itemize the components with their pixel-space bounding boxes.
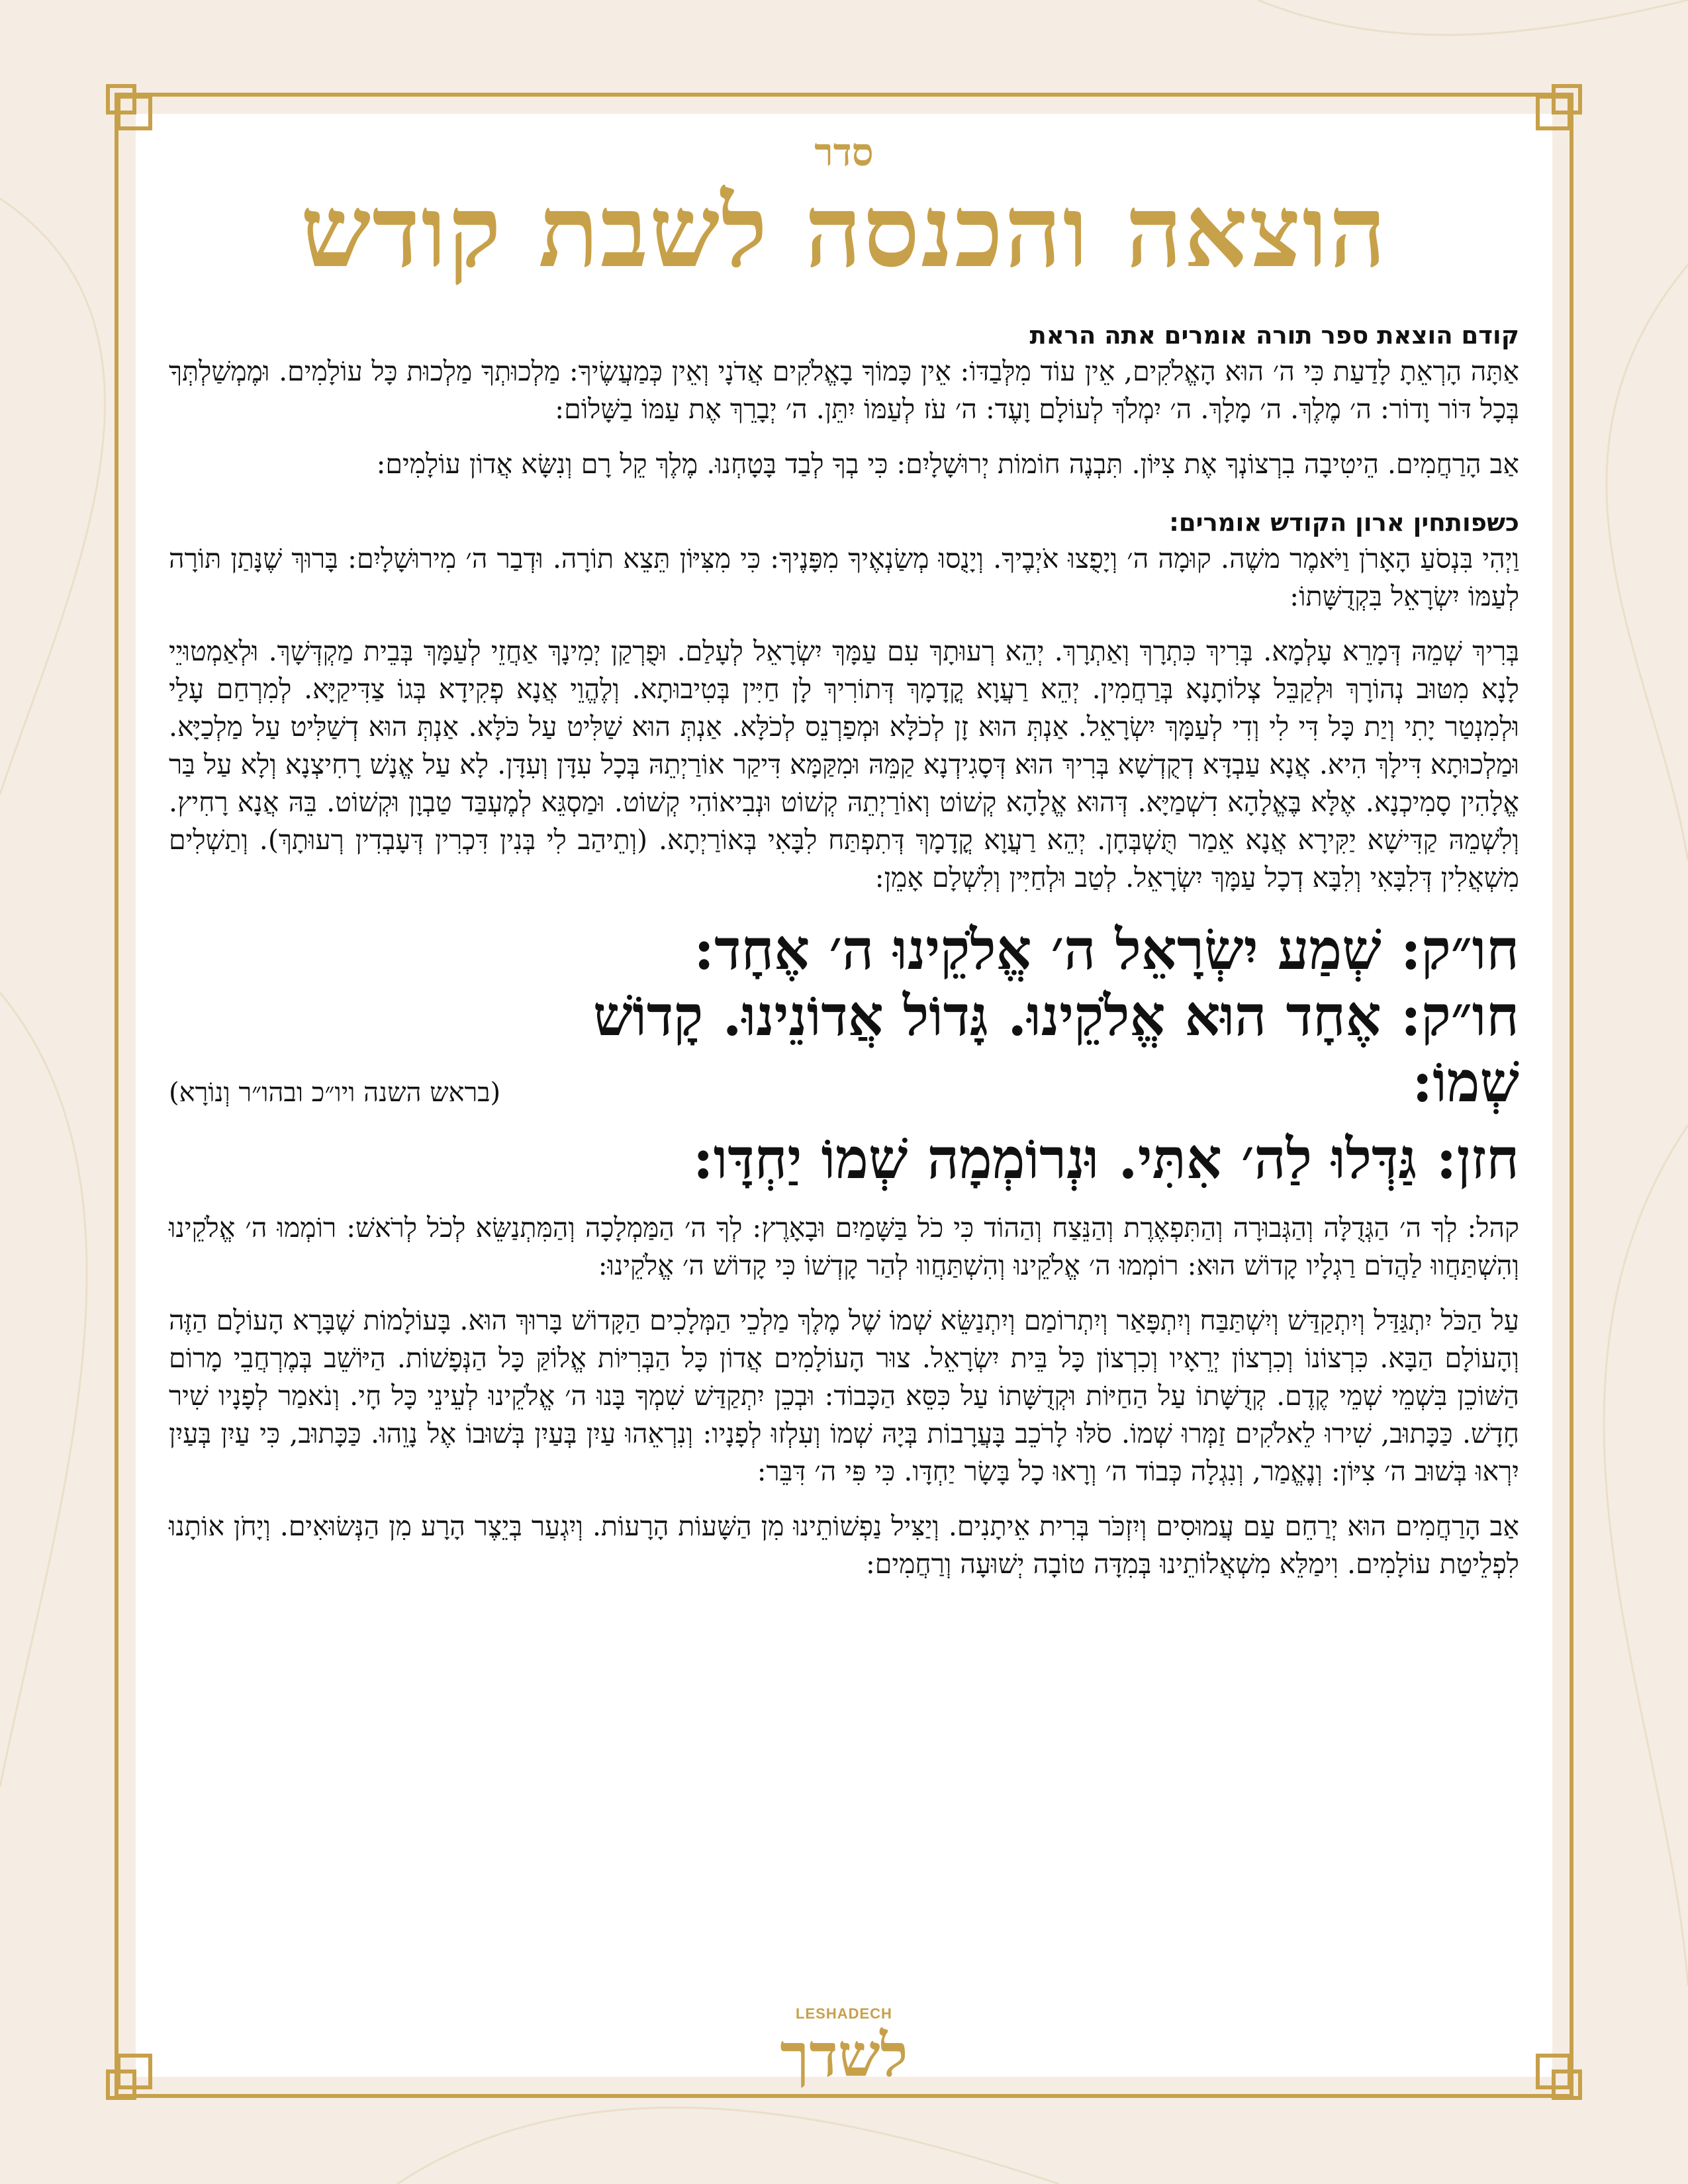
shmo-line (169, 1049, 1519, 1126)
logo-hebrew-text: לשדך (780, 2021, 908, 2091)
paragraph-brich-shmei: בְּרִיךְ שְׁמֵהּ דְּמָרֵא עָלְמָא. בְּרִיךְ כִּתְרָךְ וְאַתְרָךְ. יְהֵא רְעוּתָךְ עִם עַמָּךְ יִשְׂרָאֵל לְעָלַם. וּפֻרְקַן יְמִינָךְ אַחֲזֵי לְעַמָּךְ בְּבֵית מַקְדְּשָׁךְ. וּלְאַמְטוּיֵי לָנָא מִטּוּב נְהוֹרָךְ וּלְקַבֵּל צְלוֹתָנָא בְּרַחֲמִין. יְהֵא רַעֲוָא קֳדָמָךְ דְּתוֹרִיךְ לָן חַיִּין בְּטִיבוּתָא. וְלֶהֱוֵי אֲנָא פְקִידָא בְּגוֹ צַדִּיקַיָּא. לְמִרְחַם עָלַי וּלְמִנְטַר יָתִי וְיַת כָּל דִּי לִי וְדִי לְעַמָּךְ יִשְׂרָאֵל. אַנְתְּ הוּא זָן לְכֹלָּא וּמְפַרְנֵס לְכֹלָּא. אַנְתְּ הוּא שַׁלִּיט עַל כֹּלָּא. אַנְתְּ הוּא דְשַׁלִּיט עַל מַלְכַיָּא. וּמַלְכוּתָא דִּילָךְ הִיא. אֲנָא עַבְדָּא דְקֻדְשָׁא בְּרִיךְ הוּא דְּסָגִידְנָא קַמֵּהּ וּמִקַּמָּא דִּיקַר אוֹרַיְתֵהּ בְּכָל עִדָּן וְעִדָּן. לָא עַל אֱנָשׁ רָחִיצְנָא וְלָא עַל בַּר אֱלָהִין סָמִיכְנָא. אֶלָּא בֶּאֱלָהָא דִשְׁמַיָּא. דְּהוּא אֱלָהָא קְשׁוֹט וְאוֹרַיְתֵהּ קְשׁוֹט וּנְבִיאוֹהִי קְשׁוֹט. וּמַסְגֵּא לְמֶעְבַּד טַבְוָן וּקְשׁוֹט. בֵּהּ אֲנָא רָחִיץ. וְלִשְׁמֵהּ קַדִּישָׁא יַקִּירָא אֲנָא אֵמַר תֻּשְׁבְּחָן. יְהֵא רַעֲוָא קֳדָמָךְ דְּתִפְתַּח לִבָּאִי בְּאוֹרַיְתָא. (וְתֵיהַב לִי בְּנִין דִּכְרִין דְּעָבְדִין רְעוּתָךְ). וְתַשְׁלִים מִשְׁאֲלִין דְּלִבָּאִי וְלִבָּא דְכָל עַמָּךְ יִשְׂרָאֵל. לְטַב וּלְחַיִּין וְלִשְׁלָם אָמֵן: (169, 635, 1519, 893)
document-body (169, 129, 1519, 2035)
instruction-opening-ark: כשפותחין ארון הקודש אומרים: (1169, 508, 1519, 537)
paragraph-ata-hareta: אַתָּה הָרְאֵתָ לָדַעַת כִּי ה׳ הוּא הָאֱלֹקִים, אֵין עוֹד מִלְּבַדּוֹ: אֵין כָּמוֹךָ בָאֱלֹקִים אֲדֹנָי וְאֵין כְּמַעֲשֶׂיךָ: מַלְכוּתְךָ מַלְכוּת כָּל עוֹלָמִים. וּמֶמְשַׁלְתְּךָ בְּכָל דּוֹר וָדוֹר: ה׳ מֶלֶךְ. ה׳ מָלָךְ. ה׳ יִמְלֹךְ לְעוֹלָם וָעֶד: ה׳ עֹז לְעַמּוֹ יִתֵּן. ה׳ יְבָרֵךְ אֶת עַמּוֹ בַשָּׁלוֹם: (169, 355, 1519, 425)
echad-text: אֶחָד הוּא אֱלֹקֵינוּ. גָּדוֹל אֲדוֹנֵינוּ. קָדוֹשׁ (592, 983, 1382, 1048)
gadlu-line (169, 1126, 1519, 1192)
logo-latin-text: LESHADECH (796, 2005, 892, 2022)
paragraph-av-harachamim-1: אַב הָרַחֲמִים. הֵיטִיבָה בִרְצוֹנְךָ אֶת צִיּוֹן. תִּבְנֶה חוֹמוֹת יְרוּשָׁלָיִם: כִּי בְךָ לְבַד בָּטָחְנוּ. מֶלֶךְ קֵל רָם וְנִשָּׂא אֲדוֹן עוֹלָמִים: (376, 448, 1519, 480)
paragraph-al-hakol: עַל הַכֹּל יִתְגַּדַּל וְיִתְקַדַּשׁ וְיִשְׁתַּבַּח וְיִתְפָּאַר וְיִתְרוֹמַם וְיִתְנַשֵּׂא שְׁמוֹ שֶׁל מֶלֶךְ מַלְכֵי הַמְּלָכִים הַקָּדוֹשׁ בָּרוּךְ הוּא. בָּעוֹלָמוֹת שֶׁבָּרָא הָעוֹלָם הַזֶּה וְהָעוֹלָם הַבָּא. כִּרְצוֹנוֹ וְכִרְצוֹן יְרֵאָיו וְכִרְצוֹן כָּל בֵּית יִשְׂרָאֵל. צוּר הָעוֹלָמִים אֲדוֹן כָּל הַבְּרִיּוֹת אֱלוֹקַּ כָּל הַנְּפָשׁוֹת. הַיּוֹשֵׁב בְּמֶרְחֲבֵי מָרוֹם הַשּׁוֹכֵן בִּשְׁמֵי שְׁמֵי קֶדֶם. קְדֻשָּׁתוֹ עַל הַחַיּוֹת וּקְדֻשָּׁתוֹ עַל כִּסֵּא הַכָּבוֹד: וּבְכֵן יִתְקַדַּשׁ שִׁמְךָ בָּנוּ ה׳ אֱלֹקֵינוּ לְעֵינֵי כָּל חָי. וְנֹאמַר לְפָנָיו שִׁיר חָדָשׁ. כַּכָּתוּב, שִׁירוּ לֵאלֹקִים זַמְּרוּ שְׁמוֹ. סֹלּוּ לָרֹכֵב בָּעֲרָבוֹת בְּיָהּ שְׁמוֹ וְעִלְזוּ לְפָנָיו: וְנִרְאֵהוּ עַיִן בְּעַיִן בְּשׁוּבוֹ אֶל נָוֵהוּ. כַּכָּתוּב, כִּי עַיִן בְּעַיִן יִרְאוּ בְּשׁוּב ה׳ צִיּוֹן: וְנֶאֱמַר, וְנִגְלָה כְּבוֹד ה׳ וְרָאוּ כָל בָּשָׂר יַחְדָּו. כִּי פִּי ה׳ דִּבֵּר: (169, 1304, 1519, 1487)
gadlu-text: גַּדְּלוּ לַה׳ אִתִּי. וּנְרוֹמְמָה שְׁמוֹ יַחְדָּו: (692, 1126, 1417, 1191)
frame-corner-ornament (106, 2054, 152, 2100)
speaker-label: חו״ק: (1400, 917, 1519, 982)
page-title: הוצאה והכנסה לשבת קודש (301, 173, 1387, 290)
shema-text: שְׁמַע יִשְׂרָאֵל ה׳ אֱלֹקֵינוּ ה׳ אֶחָד: (694, 917, 1382, 982)
seder-label: סדר (814, 130, 874, 175)
shmo-text: שְׁמוֹ: (1412, 1049, 1519, 1115)
paragraph-vayehi-binsoa: וַיְהִי בִּנְסֹעַ הָאָרֹן וַיֹּאמֶר משֶׁה. קוּמָה ה׳ וְיָפֻצוּ אֹיְבֶיךָ. וְיָנֻסוּ מְשַׂנְאֶיךָ מִפָּנֶיךָ: כִּי מִצִּיּוֹן תֵּצֵא תוֹרָה. וּדְבַר ה׳ מִירוּשָׁלָיִם: בָּרוּךְ שֶׁנָּתַן תּוֹרָה לְעַמּוֹ יִשְׂרָאֵל בִּקְדֻשָּׁתוֹ: (169, 543, 1519, 612)
instruction-ata-hareta: קודם הוצאת ספר תורה אומרים אתה הראת (1029, 321, 1519, 349)
echad-line (169, 983, 1519, 1049)
paragraph-av-harachamim-2: אַב הָרַחֲמִים הוּא יְרַחֵם עַם עֲמוּסִים וְיִזְכֹּר בְּרִית אֵיתָנִים. וְיַצִּיל נַפְשׁוֹתֵינוּ מִן הַשָּׁעוֹת הָרָעוֹת. וְיִגְעַר בְּיֵצֶר הָרָע מִן הַנְּשׂוּאִים. וְיָחֹן אוֹתָנוּ לִפְלֵיטַת עוֹלָמִים. וִימַלֵּא מִשְׁאֲלוֹתֵינוּ בְּמִדָּה טוֹבָה יְשׁוּעָה וְרַחֲמִים: (169, 1510, 1519, 1580)
speaker-label: חזן: (1436, 1126, 1519, 1191)
shema-line (169, 917, 1519, 983)
speaker-label: חו״ק: (1400, 983, 1519, 1048)
paragraph-lecha-hashem: קהל: לְךָ ה׳ הַגְּדֻלָּה וְהַגְּבוּרָה וְהַתִּפְאֶרֶת וְהַנֵּצַח וְהַהוֹד כִּי כֹל בַּשָּׁמַיִם וּבָאָרֶץ: לְךָ ה׳ הַמַּמְלָכָה וְהַמִּתְנַשֵּׂא לְכֹל לְרֹאשׁ: רוֹמְמוּ ה׳ אֱלֹקֵינוּ וְהִשְׁתַּחֲווּ לַהֲדֹם רַגְלָיו קָדוֹשׁ הוּא: רוֹמְמוּ ה׳ אֱלֹקֵינוּ וְהִשְׁתַּחֲווּ לְהַר קָדְשׁוֹ כִּי קָדוֹשׁ ה׳ אֱלֹקֵינוּ: (169, 1212, 1519, 1281)
frame-corner-ornament (1536, 84, 1582, 130)
frame-corner-ornament (106, 84, 152, 130)
leshadech-logo (771, 2005, 917, 2131)
frame-corner-ornament (1536, 2054, 1582, 2100)
high-holiday-note: (בראש השנה ויו״כ ובהו״ר וְנוֹרָא) (169, 1077, 501, 1108)
